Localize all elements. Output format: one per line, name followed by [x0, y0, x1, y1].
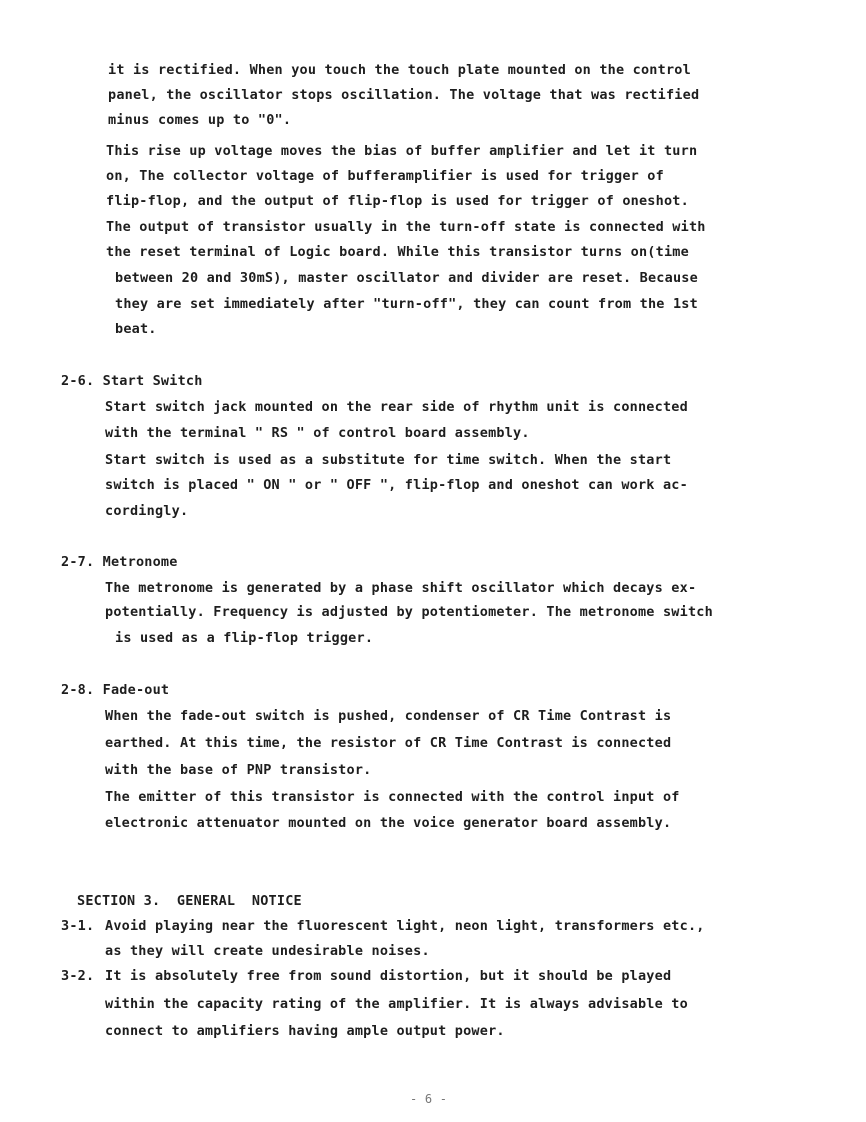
intro-line: on, The collector voltage of bufferamplifier is used for trigger of: [106, 168, 664, 184]
section-line: Start switch jack mounted on the rear side of rhythm unit is connected: [105, 399, 688, 415]
notice-number: 3-1.: [61, 918, 95, 934]
section-line: potentially. Frequency is adjusted by potentiometer. The metronome switch: [105, 604, 713, 620]
page-number: - 6 -: [410, 1092, 448, 1106]
notice-line: It is absolutely free from sound distortion, but it should be played: [105, 968, 672, 984]
notice-line: within the capacity rating of the amplifier. It is always advisable to: [105, 996, 688, 1012]
intro-line: they are set immediately after "turn-off", they can count from the 1st: [115, 296, 698, 312]
section-line: is used as a flip-flop trigger.: [115, 630, 374, 646]
intro-line: between 20 and 30mS), master oscillator and divider are reset. Because: [115, 270, 698, 286]
notice-line: connect to amplifiers having ample output power.: [105, 1023, 505, 1039]
intro-line: panel, the oscillator stops oscillation. The voltage that was rectified: [108, 87, 700, 103]
section-heading: 2-8. Fade-out: [61, 682, 170, 698]
section-3-heading: SECTION 3. GENERAL NOTICE: [77, 893, 302, 909]
intro-line: the reset terminal of Logic board. While this transistor turns on(time: [106, 244, 689, 260]
notice-line: Avoid playing near the fluorescent light, neon light, transformers etc.,: [105, 918, 705, 934]
notice-number: 3-2.: [61, 968, 95, 984]
section-heading: 2-7. Metronome: [61, 554, 178, 570]
intro-line: The output of transistor usually in the turn-off state is connected with: [106, 219, 706, 235]
section-line: with the terminal " RS " of control board assembly.: [105, 425, 530, 441]
section-line: Start switch is used as a substitute for time switch. When the start: [105, 452, 672, 468]
intro-line: minus comes up to "0".: [108, 112, 292, 128]
notice-line: as they will create undesirable noises.: [105, 943, 430, 959]
section-line: earthed. At this time, the resistor of CR Time Contrast is connected: [105, 735, 672, 751]
intro-line: beat.: [115, 321, 157, 337]
intro-line: flip-flop, and the output of flip-flop is used for trigger of oneshot.: [106, 193, 689, 209]
intro-line: it is rectified. When you touch the touch plate mounted on the control: [108, 62, 691, 78]
section-line: with the base of PNP transistor.: [105, 762, 372, 778]
section-line: The emitter of this transistor is connected with the control input of: [105, 789, 680, 805]
section-line: The metronome is generated by a phase shift oscillator which decays ex-: [105, 580, 697, 596]
section-line: cordingly.: [105, 503, 189, 519]
section-line: switch is placed " ON " or " OFF ", flip-flop and oneshot can work ac-: [105, 477, 688, 493]
intro-line: This rise up voltage moves the bias of buffer amplifier and let it turn: [106, 143, 698, 159]
section-line: electronic attenuator mounted on the voice generator board assembly.: [105, 815, 672, 831]
section-line: When the fade-out switch is pushed, condenser of CR Time Contrast is: [105, 708, 672, 724]
section-heading: 2-6. Start Switch: [61, 373, 203, 389]
